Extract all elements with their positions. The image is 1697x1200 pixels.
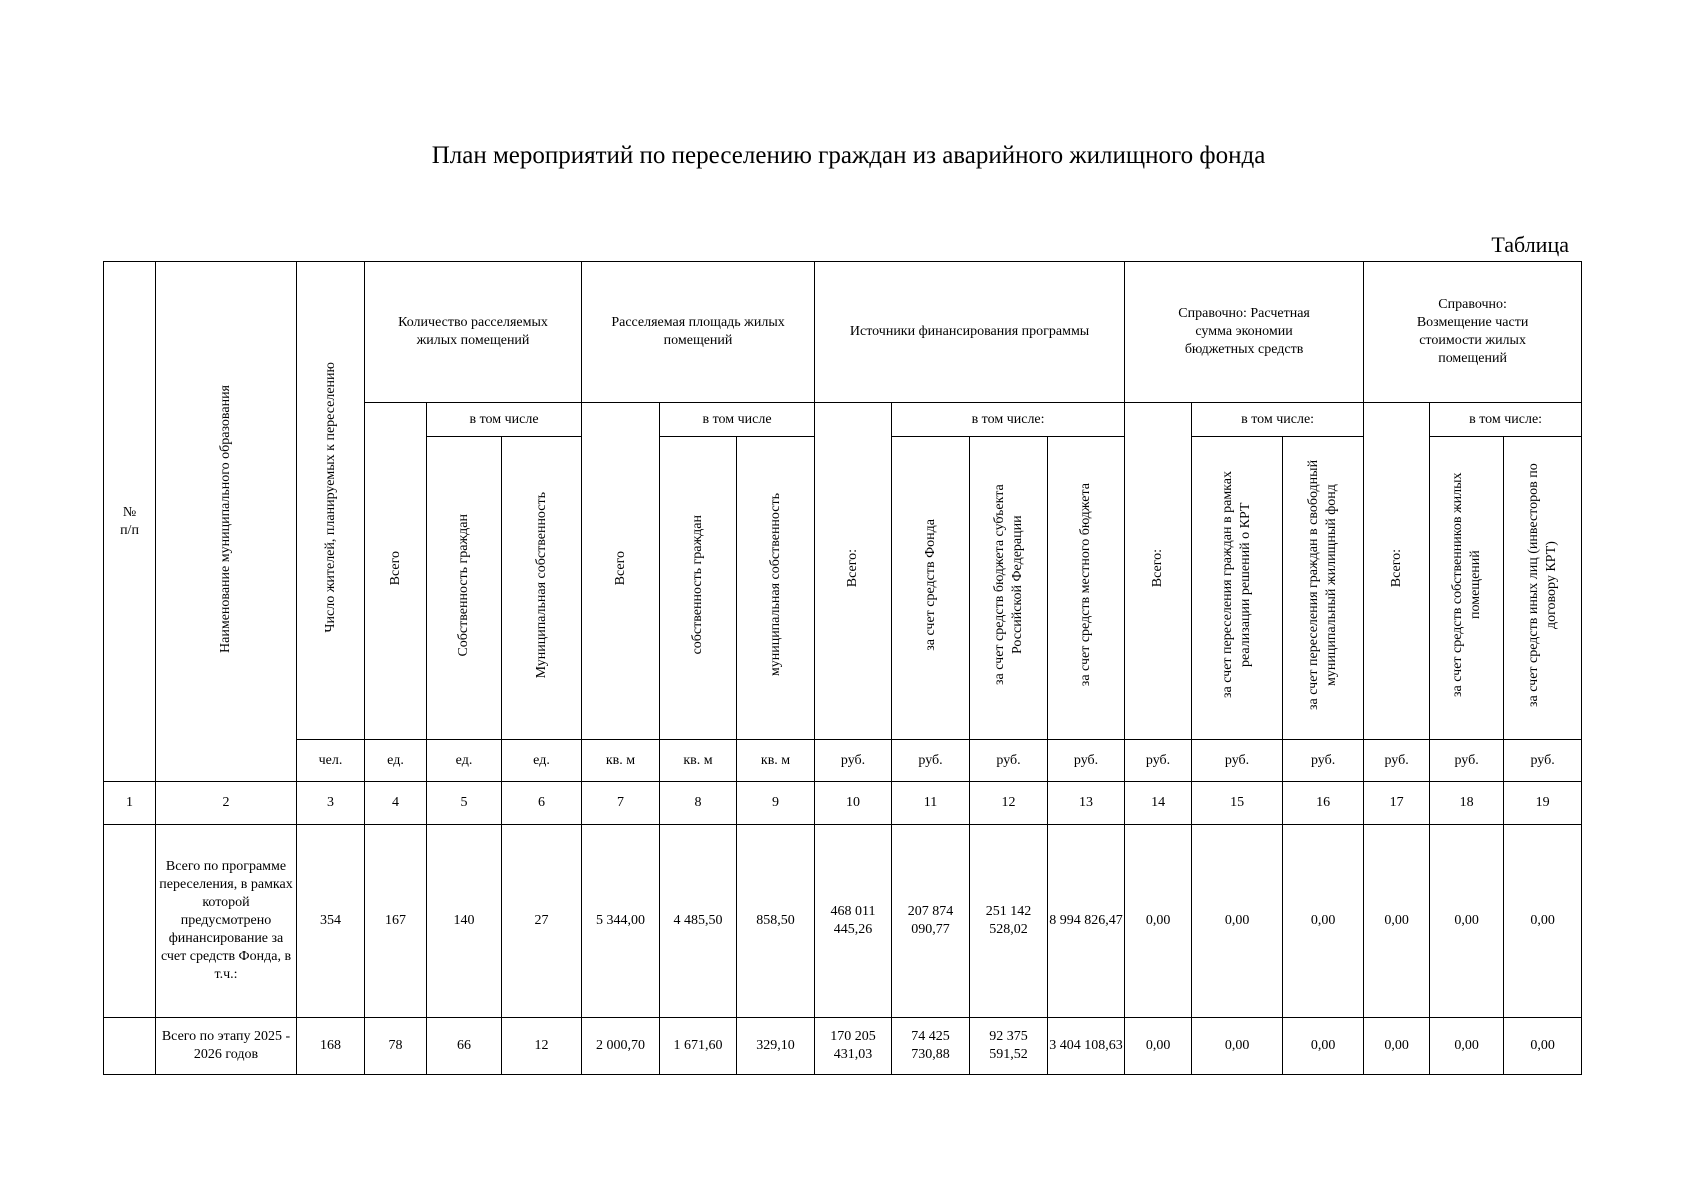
- unit-cell: кв. м: [737, 740, 815, 782]
- value-sav-fund: 0,00: [1283, 825, 1364, 1018]
- header-rooms-total: Всего: [365, 403, 427, 740]
- column-number: 7: [582, 782, 660, 825]
- value-fin-subject: 92 375 591,52: [970, 1018, 1048, 1075]
- value-residents: 168: [297, 1018, 365, 1075]
- header-group-finance: Источники финансирования программы: [815, 262, 1125, 403]
- unit-cell: руб.: [1125, 740, 1192, 782]
- column-number: 9: [737, 782, 815, 825]
- unit-cell: кв. м: [660, 740, 737, 782]
- column-number: 5: [427, 782, 502, 825]
- column-number: 10: [815, 782, 892, 825]
- column-number: 8: [660, 782, 737, 825]
- column-number: 1: [104, 782, 156, 825]
- column-number: 6: [502, 782, 582, 825]
- unit-cell: руб.: [815, 740, 892, 782]
- value-comp-owners: 0,00: [1430, 825, 1504, 1018]
- value-rooms-citizen: 66: [427, 1018, 502, 1075]
- unit-cell: руб.: [1504, 740, 1582, 782]
- unit-cell: руб.: [892, 740, 970, 782]
- table-row: [104, 825, 1582, 1018]
- value-sav-krt: 0,00: [1192, 1018, 1283, 1075]
- value-rooms-municipal: 12: [502, 1018, 582, 1075]
- header-finance-total: Всего:: [815, 403, 892, 740]
- value-area-total: 2 000,70: [582, 1018, 660, 1075]
- unit-cell: руб.: [1430, 740, 1504, 782]
- value-comp-investors: 0,00: [1504, 1018, 1582, 1075]
- column-numbers-row: [104, 782, 1582, 825]
- header-name: Наименование муниципального образования: [156, 262, 297, 782]
- value-fin-subject: 251 142 528,02: [970, 825, 1048, 1018]
- row-name: Всего по программе переселения, в рамках которой предусмотрено финансирование за счет средств Фонда, в т.ч.:: [156, 825, 297, 1018]
- header-group-savings: Справочно: Расчетная сумма экономии бюджетных средств: [1125, 262, 1364, 403]
- resettlement-plan-table: [103, 261, 1582, 1075]
- column-number: 15: [1192, 782, 1283, 825]
- header-group-compensation: Справочно: Возмещение части стоимости жилых помещений: [1364, 262, 1582, 403]
- header-rooms-municipal: Муниципальная собственность: [502, 437, 582, 740]
- column-number: 14: [1125, 782, 1192, 825]
- units-row: [104, 740, 1582, 782]
- header-fin-fund: за счет средств Фонда: [892, 437, 970, 740]
- value-finance-total: 468 011 445,26: [815, 825, 892, 1018]
- row-name: Всего по этапу 2025 - 2026 годов: [156, 1018, 297, 1075]
- document-title: План мероприятий по переселению граждан из аварийного жилищного фонда: [431, 142, 1266, 169]
- column-number: 11: [892, 782, 970, 825]
- unit-cell: кв. м: [582, 740, 660, 782]
- row-num: [104, 825, 156, 1018]
- column-number: 17: [1364, 782, 1430, 825]
- header-comp-owners: за счет средств собственников жилых помещений: [1430, 437, 1504, 740]
- row-num: [104, 1018, 156, 1075]
- column-number: 13: [1048, 782, 1125, 825]
- value-rooms-citizen: 140: [427, 825, 502, 1018]
- header-rooms-citizen: Собственность граждан: [427, 437, 502, 740]
- header-sav-fund: за счет переселения граждан в свободный муниципальный жилищный фонд: [1283, 437, 1364, 740]
- unit-cell: руб.: [970, 740, 1048, 782]
- column-number: 3: [297, 782, 365, 825]
- header-sav-krt: за счет переселения граждан в рамках реализации решений о КРТ: [1192, 437, 1283, 740]
- value-compensation-total: 0,00: [1364, 1018, 1430, 1075]
- unit-cell: ед.: [502, 740, 582, 782]
- column-number: 12: [970, 782, 1048, 825]
- unit-cell: ед.: [427, 740, 502, 782]
- header-rooms-in-number: в том числе: [427, 403, 582, 437]
- header-row-groups: [104, 262, 1582, 403]
- value-fin-local: 8 994 826,47: [1048, 825, 1125, 1018]
- table-row: [104, 1018, 1582, 1075]
- value-comp-owners: 0,00: [1430, 1018, 1504, 1075]
- value-fin-local: 3 404 108,63: [1048, 1018, 1125, 1075]
- value-area-municipal: 858,50: [737, 825, 815, 1018]
- column-number: 18: [1430, 782, 1504, 825]
- value-savings-total: 0,00: [1125, 1018, 1192, 1075]
- table-label: Таблица: [1491, 232, 1569, 257]
- header-area-in-number: в том числе: [660, 403, 815, 437]
- value-comp-investors: 0,00: [1504, 825, 1582, 1018]
- column-number: 19: [1504, 782, 1582, 825]
- header-area-citizen: собственность граждан: [660, 437, 737, 740]
- unit-cell: руб.: [1283, 740, 1364, 782]
- value-area-municipal: 329,10: [737, 1018, 815, 1075]
- value-compensation-total: 0,00: [1364, 825, 1430, 1018]
- header-finance-in-number: в том числе:: [892, 403, 1125, 437]
- value-area-citizen: 4 485,50: [660, 825, 737, 1018]
- header-num: № п/п: [104, 262, 156, 782]
- header-compensation-total: Всего:: [1364, 403, 1430, 740]
- header-area-total: Всего: [582, 403, 660, 740]
- header-residents: Число жителей, планируемых к переселению: [297, 262, 365, 740]
- header-group-rooms: Количество расселяемых жилых помещений: [365, 262, 582, 403]
- value-fin-fund: 74 425 730,88: [892, 1018, 970, 1075]
- value-rooms-total: 78: [365, 1018, 427, 1075]
- header-group-area: Расселяемая площадь жилых помещений: [582, 262, 815, 403]
- header-fin-local: за счет средств местного бюджета: [1048, 437, 1125, 740]
- header-comp-investors: за счет средств иных лиц (инвесторов по договору КРТ): [1504, 437, 1582, 740]
- value-residents: 354: [297, 825, 365, 1018]
- column-number: 2: [156, 782, 297, 825]
- value-savings-total: 0,00: [1125, 825, 1192, 1018]
- value-area-citizen: 1 671,60: [660, 1018, 737, 1075]
- header-savings-total: Всего:: [1125, 403, 1192, 740]
- header-compensation-in-number: в том числе:: [1430, 403, 1582, 437]
- unit-cell: руб.: [1192, 740, 1283, 782]
- value-fin-fund: 207 874 090,77: [892, 825, 970, 1018]
- value-area-total: 5 344,00: [582, 825, 660, 1018]
- unit-cell: чел.: [297, 740, 365, 782]
- header-area-municipal: муниципальная собственность: [737, 437, 815, 740]
- column-number: 16: [1283, 782, 1364, 825]
- unit-cell: руб.: [1364, 740, 1430, 782]
- value-rooms-total: 167: [365, 825, 427, 1018]
- unit-cell: руб.: [1048, 740, 1125, 782]
- column-number: 4: [365, 782, 427, 825]
- unit-cell: ед.: [365, 740, 427, 782]
- value-rooms-municipal: 27: [502, 825, 582, 1018]
- header-fin-subject: за счет средств бюджета субъекта Российской Федерации: [970, 437, 1048, 740]
- value-sav-fund: 0,00: [1283, 1018, 1364, 1075]
- header-savings-in-number: в том числе:: [1192, 403, 1364, 437]
- value-sav-krt: 0,00: [1192, 825, 1283, 1018]
- value-finance-total: 170 205 431,03: [815, 1018, 892, 1075]
